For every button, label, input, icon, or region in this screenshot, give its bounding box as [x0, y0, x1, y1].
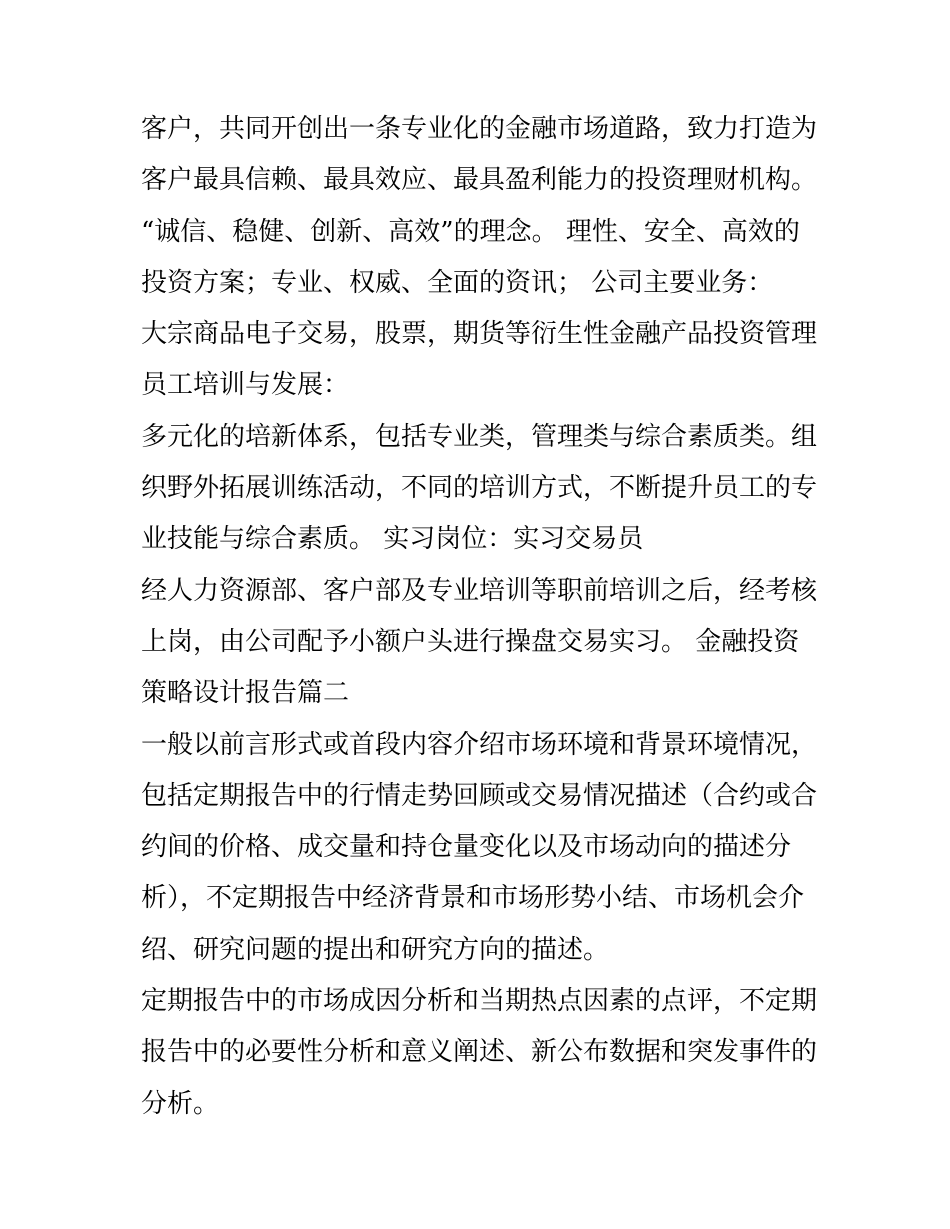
- paragraph: 员工培训与发展：: [141, 370, 350, 401]
- paragraph: 一般以前言形式或首段内容介绍市场环境和背景环境情况，包括定期报告中的行情走势回顾或交易情况描述（合约或合约间的价格、成交量和持仓量变化以及市场动向的描述分析），不定期报告中经济背景和市场形势小结、市场机会介绍、研究问题的提出和研究方向的描述。: [141, 729, 818, 965]
- paragraph: 多元化的培新体系，包括专业类，管理类与综合素质类。组织野外拓展训练活动，不同的培训方式，不断提升员工的专业技能与综合素质。 实习岗位：实习交易员: [141, 421, 818, 555]
- paragraph: 客户，共同开创出一条专业化的金融市场道路，致力打造为客户最具信赖、最具效应、最具盈利能力的投资理财机构。: [141, 114, 818, 196]
- document-body: [141, 104, 821, 1130]
- paragraph: 定期报告中的市场成因分析和当期热点因素的点评，不定期报告中的必要性分析和意义阐述、新公布数据和突发事件的分析。: [141, 986, 818, 1119]
- paragraph: 经人力资源部、客户部及专业培训等职前培训之后，经考核上岗，由公司配予小额户头进行操盘交易实习。 金融投资策略设计报告篇二: [141, 575, 818, 709]
- paragraph: “诚信、稳健、创新、高效”的理念。 理性、安全、高效的投资方案；专业、权威、全面的资讯； 公司主要业务：: [141, 216, 800, 298]
- paragraph: 大宗商品电子交易，股票，期货等衍生性金融产品投资管理: [141, 319, 818, 350]
